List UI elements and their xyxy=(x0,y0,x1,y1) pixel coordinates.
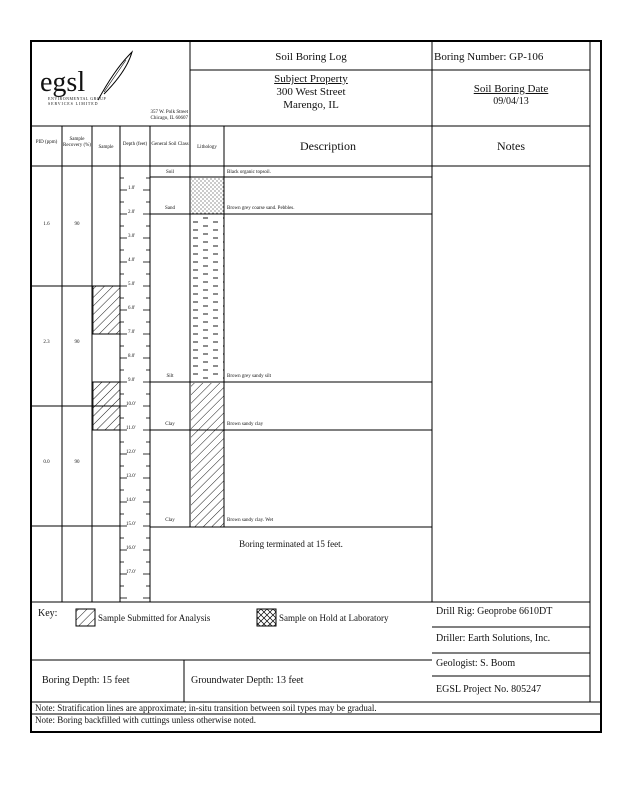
col-sample: Sample xyxy=(98,145,114,150)
depth-label: 7.0' xyxy=(128,330,136,335)
depth-label: 10.0' xyxy=(126,402,136,407)
depth-label: 17.0' xyxy=(126,570,136,575)
col-notes: Notes xyxy=(497,139,525,153)
note-stratification: Note: Stratification lines are approximate; in-situ transition between soil types may be gradual. xyxy=(35,703,377,713)
depth-label: 4.0' xyxy=(128,258,136,263)
soil-class: Clay xyxy=(165,422,175,427)
layer-description: Black organic topsoil. xyxy=(227,170,271,175)
subject-street: 300 West Street xyxy=(276,86,346,98)
lithology-silt xyxy=(191,214,224,382)
soil-class: Silt xyxy=(166,374,174,379)
col-recovery: Sample Recovery (%) xyxy=(63,137,91,148)
depth-label: 11.0' xyxy=(126,426,136,431)
boring-number: Boring Number: GP-106 xyxy=(434,51,544,63)
depth-label: 12.0' xyxy=(126,450,136,455)
key-submitted-swatch xyxy=(76,609,95,626)
groundwater-depth: Groundwater Depth: 13 feet xyxy=(191,675,304,686)
geologist: Geologist: S. Boom xyxy=(436,658,516,669)
driller: Driller: Earth Solutions, Inc. xyxy=(436,633,551,644)
subject-property-label: Subject Property xyxy=(274,73,348,85)
boring-terminated-note: Boring terminated at 15 feet. xyxy=(239,539,343,549)
col-depth: Depth (feet) xyxy=(122,142,148,147)
key-submitted-label: Sample Submitted for Analysis xyxy=(98,613,211,623)
company-address-2: Chicago, IL 60607 xyxy=(150,116,188,121)
depth-label: 5.0' xyxy=(128,282,136,287)
depth-label: 2.0' xyxy=(128,210,136,215)
boring-depth: Boring Depth: 15 feet xyxy=(42,675,130,686)
boring-date-label: Soil Boring Date xyxy=(473,83,549,95)
soil-class: Clay xyxy=(165,518,175,523)
lithology-clay xyxy=(191,383,224,527)
layer-description: Brown grey coarse sand. Pebbles. xyxy=(227,206,295,211)
depth-label: 13.0' xyxy=(126,474,136,479)
key-hold-swatch xyxy=(257,609,276,626)
soil-class: Sand xyxy=(165,206,175,211)
project-number: EGSL Project No. 805247 xyxy=(436,684,542,695)
pid-value: 2.3 xyxy=(43,340,50,345)
drill-rig: Drill Rig: Geoprobe 6610DT xyxy=(436,606,553,617)
key-hold-label: Sample on Hold at Laboratory xyxy=(279,613,389,623)
lithology-sand xyxy=(191,178,224,214)
depth-label: 9.0' xyxy=(128,378,136,383)
log-title: Soil Boring Log xyxy=(275,51,347,63)
layer-description: Brown grey sandy silt xyxy=(227,374,272,379)
recovery-value: 90 xyxy=(74,222,80,227)
col-description: Description xyxy=(300,139,356,153)
layer-description: Brown sandy clay. Wet xyxy=(227,518,274,523)
boring-date-value: 09/04/13 xyxy=(493,96,529,107)
company-tagline-2: SERVICES LIMITED xyxy=(48,101,99,106)
depth-label: 6.0' xyxy=(128,306,136,311)
depth-label: 16.0' xyxy=(126,546,136,551)
recovery-value: 90 xyxy=(74,460,80,465)
company-logo: egsl xyxy=(40,67,86,98)
key-label: Key: xyxy=(38,608,58,619)
sample-submitted-box xyxy=(93,286,120,334)
col-soil-class: General Soil Class xyxy=(151,142,189,147)
soil-class: Soil xyxy=(165,170,175,175)
quill-icon xyxy=(98,52,132,100)
depth-label: 8.0' xyxy=(128,354,136,359)
layer-description: Brown sandy clay xyxy=(227,422,264,427)
company-tagline-1: ENVIRONMENTAL GROUP xyxy=(48,96,107,101)
depth-label: 3.0' xyxy=(128,234,136,239)
depth-label: 1.0' xyxy=(128,186,136,191)
col-lithology: Lithology xyxy=(197,145,217,150)
note-backfill: Note: Boring backfilled with cuttings unless otherwise noted. xyxy=(35,715,256,725)
depth-label: 14.0' xyxy=(126,498,136,503)
depth-label: 15.0' xyxy=(126,522,136,527)
recovery-value: 90 xyxy=(74,340,80,345)
company-address-1: 357 W. Polk Street xyxy=(150,110,188,115)
pid-value: 1.6 xyxy=(43,222,50,227)
pid-value: 0.0 xyxy=(43,460,50,465)
col-pid: PID (ppm) xyxy=(35,140,58,145)
subject-city: Marengo, IL xyxy=(283,99,339,111)
sample-submitted-box xyxy=(93,382,120,430)
